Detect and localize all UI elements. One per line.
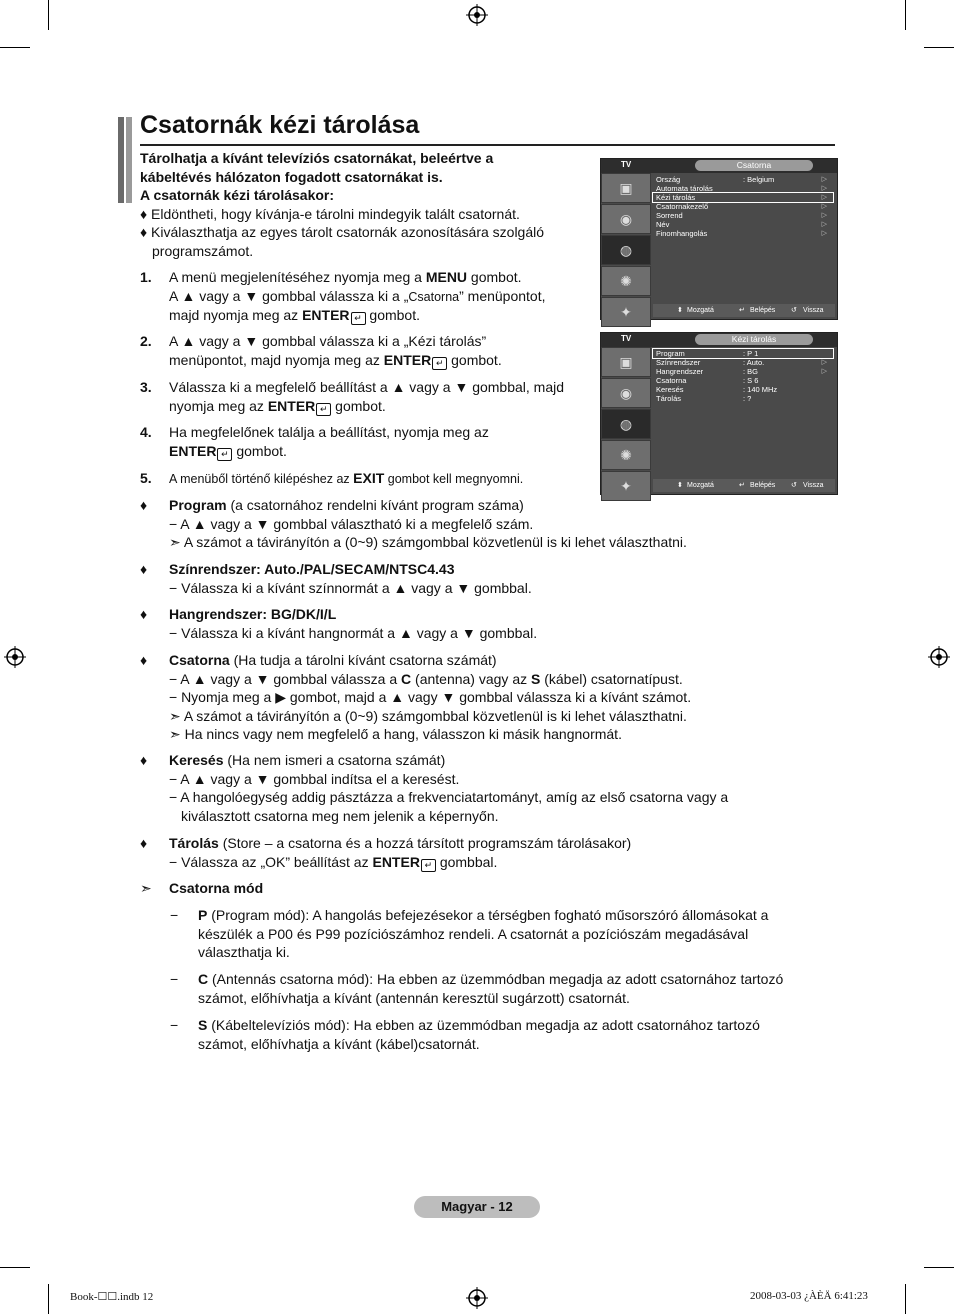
input-icon: ✦ [601, 471, 651, 501]
registration-mark-icon [4, 646, 26, 668]
text: S [531, 670, 541, 687]
osd-foot-move: Mozgatá [687, 482, 714, 489]
step-5 [169, 469, 523, 489]
text: − Nyomja meg a ▶ gombot, majd a ▲ vagy ▼ gombbal válassza ki a kívánt számot. [169, 689, 692, 705]
key-exit: EXIT [353, 470, 385, 486]
crop-mark [905, 1284, 906, 1314]
key-menu: MENU [425, 269, 468, 285]
return-icon: ↺ [791, 307, 797, 314]
enter-icon: ↵ [432, 357, 447, 370]
move-icon: ⬍ [677, 482, 683, 489]
bullet-icon: ♦ [140, 561, 148, 577]
crop-mark [924, 1267, 954, 1268]
osd-row [653, 175, 833, 184]
osd-foot-move: Mozgatá [687, 307, 714, 314]
sound-icon: ◉ [601, 204, 651, 234]
osd-row-label: Automata tárolás [656, 184, 713, 193]
osd-footer [653, 304, 835, 317]
step-number: 2. [140, 333, 152, 349]
intro-bullet: ♦ Kiválaszthatja az egyes tárolt csatornák azonosítására szolgáló [140, 224, 545, 240]
text: menüpontot, majd nyomja meg az [169, 351, 384, 368]
text: (Store – a csatorna és a hozzá társított programszám tárolásakor) [218, 835, 632, 851]
key-enter: ENTER [169, 442, 217, 459]
enter-icon: ↵ [739, 307, 745, 314]
text: S [198, 1017, 208, 1033]
step-2 [169, 332, 502, 370]
osd-row [653, 229, 833, 238]
text: ” menüpontot, [459, 287, 546, 304]
note: ➣ A számot a távirányítón a (0~9) számgombbal közvetlenül is ki lehet választhatni. [169, 534, 687, 550]
text: gombot. [447, 351, 502, 368]
text: − A ▲ vagy a ▼ gombbal indítsa el a keresést. [169, 770, 460, 787]
text: készülék a P00 és P99 pozíciószámhoz rendeli. A csatornát a pozíciószám megadásával [198, 925, 749, 942]
item-store [169, 834, 631, 872]
osd-tab: Kézi tárolás [695, 334, 813, 345]
osd-row-value: : Auto. [743, 358, 765, 367]
osd-tv-label: TV [621, 334, 632, 343]
text: (Program mód): A hangolás befejezésekor a térségben fogható műsorszóró állomásokat a [207, 907, 769, 923]
dash: − [170, 971, 179, 987]
footer-timestamp: 2008-03-03 ¿ÀÈÄ 6:41:23 [750, 1290, 868, 1302]
osd-row-value: : 140 MHz [743, 385, 778, 394]
osd-row [653, 367, 833, 376]
text: számot, előhívhatja a kívánt (antennán keresztül sugárzott) csatornát. [198, 989, 630, 1006]
arrow-right-icon: ▷ [821, 185, 827, 192]
arrow-right-icon: ▷ [821, 230, 827, 237]
intro [140, 149, 544, 260]
crop-mark [0, 47, 30, 48]
osd-row [653, 211, 833, 220]
osd-row-label: Kézi tárolás [656, 193, 696, 202]
enter-icon: ↵ [351, 312, 366, 325]
crop-mark [905, 0, 906, 30]
crop-mark [48, 1284, 49, 1314]
text: gombot. [467, 269, 522, 285]
osd-row-selected [653, 193, 833, 202]
dash: − [170, 907, 179, 923]
osd-row-label: Tárolás [656, 394, 682, 403]
crop-mark [924, 47, 954, 48]
item-label: Program [169, 497, 227, 513]
text: P [198, 907, 208, 923]
text: − A ▲ vagy a ▼ gombbal válassza a [169, 670, 402, 687]
text: (kábel) csatornatípust. [540, 670, 683, 687]
text: − Válassza ki a kívánt színnormát a ▲ vagy a ▼ gombbal. [169, 579, 532, 596]
arrow-right-icon: ▷ [821, 176, 827, 183]
osd-row-label: Csatorna [656, 376, 687, 385]
text: számot, előhívhatja a kívánt (kábel)csatornát. [198, 1035, 480, 1052]
text: − A ▲ vagy a ▼ gombbal választható ki a megfelelő szám. [169, 515, 534, 532]
key-enter: ENTER [267, 397, 316, 414]
osd-row-label: Ország [656, 175, 681, 184]
osd-sidebar [601, 347, 651, 502]
step-3 [169, 378, 564, 416]
item-search [169, 751, 728, 825]
arrow-right-icon: ▷ [821, 194, 827, 201]
item-label: Tárolás [169, 835, 219, 851]
intro-bullet-cont: programszámot. [152, 242, 254, 259]
registration-mark-icon [466, 4, 488, 26]
text: Csatorna [408, 289, 460, 304]
osd-header [601, 159, 837, 173]
osd-row [653, 358, 833, 367]
osd-foot-back: Vissza [803, 307, 824, 314]
text: C [198, 971, 209, 987]
item-label: Színrendszer: Auto./PAL/SECAM/NTSC4.43 [169, 561, 455, 577]
enter-icon: ↵ [217, 448, 232, 461]
key-enter: ENTER [383, 351, 432, 368]
bullet-icon: ♦ [140, 606, 148, 622]
tv-menu-channel [600, 158, 838, 320]
step-number: 1. [140, 269, 152, 285]
osd-row-value: : P 1 [743, 349, 759, 358]
setup-icon: ✺ [601, 266, 651, 296]
input-icon: ✦ [601, 297, 651, 327]
item-label: Keresés [169, 752, 224, 768]
text: (a csatornához rendelni kívánt program száma) [226, 497, 524, 513]
text: gombot kell megnyomni. [384, 472, 524, 486]
key-enter: ENTER [372, 853, 420, 870]
picture-icon: ▣ [601, 173, 651, 203]
osd-row [653, 220, 833, 229]
text: Ha megfelelőnek találja a beállítást, nyomja meg az [169, 424, 489, 440]
channel-icon: ◍ [601, 235, 651, 265]
enter-icon: ↵ [739, 482, 745, 489]
osd-row-label: Finomhangolás [656, 229, 708, 238]
osd-row-value: : BG [743, 367, 759, 376]
step-number: 3. [140, 379, 152, 395]
intro-line: Tárolhatja a kívánt televíziós csatornákat, beleértve a [140, 150, 494, 166]
sound-icon: ◉ [601, 378, 651, 408]
step-number: 4. [140, 424, 152, 440]
osd-row [653, 385, 833, 394]
title-accent-bar [126, 117, 132, 203]
text: gombot. [365, 307, 420, 323]
tv-menu-manual-store [600, 332, 838, 495]
osd-row-label: Hangrendszer [656, 367, 704, 376]
mode-s [198, 1016, 760, 1053]
text: gombot. [331, 397, 386, 414]
arrow-right-icon: ▷ [821, 212, 827, 219]
crop-mark [0, 1267, 30, 1268]
bullet-icon: ♦ [140, 835, 148, 851]
bullet-icon: ♦ [140, 752, 148, 768]
osd-row-label: Program [656, 349, 685, 358]
osd-row-value: : ? [743, 394, 752, 403]
mode-heading: Csatorna mód [169, 880, 264, 896]
text: (Kábeltelevíziós mód): Ha ebben az üzemmódban megadja az adott csatornához tartozó [207, 1017, 760, 1033]
osd-menu-list [653, 175, 833, 238]
text: A menü megjelenítéséhez nyomja meg a [169, 269, 426, 285]
text: C [401, 670, 412, 687]
text: gombot. [232, 442, 287, 459]
osd-row [653, 202, 833, 211]
osd-row-value: : S 6 [743, 376, 759, 385]
osd-footer [653, 479, 835, 492]
text: kiválasztott csatorna meg nem jelenik a képernyőn. [181, 807, 499, 824]
intro-line: kábeltévés hálózaton fogadott csatornákat is. [140, 168, 443, 185]
text: (Ha nem ismeri a csatorna számát) [223, 752, 446, 768]
text: (antenna) vagy az [411, 670, 531, 687]
mode-p [198, 906, 768, 962]
item-channel [169, 651, 691, 744]
osd-row-label: Színrendszer [656, 358, 701, 367]
text: majd nyomja meg az [169, 307, 303, 323]
enter-icon: ↵ [421, 859, 436, 872]
picture-icon: ▣ [601, 347, 651, 377]
setup-icon: ✺ [601, 440, 651, 470]
osd-row-label: Sorrend [656, 211, 683, 220]
key-enter: ENTER [302, 307, 350, 323]
note: ➣ Ha nincs vagy nem megfelelő a hang, válasszon ki másik hangnormát. [169, 726, 622, 742]
osd-row-label: Név [656, 220, 670, 229]
crop-mark [48, 0, 49, 30]
osd-foot-back: Vissza [803, 482, 824, 489]
dash: − [170, 1017, 179, 1033]
text: választhatja ki. [198, 944, 290, 960]
item-label: Csatorna [169, 652, 230, 668]
osd-foot-enter: Belépés [750, 307, 776, 314]
osd-row-label: Keresés [656, 385, 684, 394]
return-icon: ↺ [791, 482, 797, 489]
item-sound-system [169, 605, 537, 642]
osd-row [653, 184, 833, 193]
page-number-badge: Magyar - 12 [414, 1196, 540, 1218]
osd-tab: Csatorna [695, 160, 813, 171]
intro-bullet: ♦ Eldöntheti, hogy kívánja-e tárolni mindegyik talált csatornát. [140, 205, 520, 222]
osd-foot-enter: Belépés [750, 482, 776, 489]
bullet-icon: ♦ [140, 497, 148, 513]
step-1 [169, 268, 546, 325]
note-arrow-icon: ➣ [140, 880, 152, 896]
registration-mark-icon [466, 1287, 488, 1309]
arrow-right-icon: ▷ [821, 203, 827, 210]
text: A ▲ vagy a ▼ gombbal válassza ki a „ [169, 287, 409, 304]
osd-sidebar [601, 173, 651, 328]
intro-line: A csatornák kézi tárolásakor: [140, 187, 335, 203]
text: − Válassza ki a kívánt hangnormát a ▲ vagy a ▼ gombbal. [169, 624, 538, 641]
text: − A hangolóegység addig pásztázza a frekvenciatartományt, amíg az első csatorna vagy a [169, 789, 729, 805]
text: (Ha tudja a tárolni kívánt csatorna számát) [229, 652, 497, 668]
osd-header [601, 333, 837, 347]
step-4 [169, 423, 489, 461]
osd-row-selected [653, 349, 833, 358]
channel-icon: ◍ [601, 409, 651, 439]
title-rule [140, 144, 835, 146]
note: ➣ A számot a távirányítón a (0~9) számgombbal közvetlenül is ki lehet választhatni. [169, 707, 687, 724]
move-icon: ⬍ [677, 307, 683, 314]
arrow-right-icon: ▷ [821, 221, 827, 228]
text: nyomja meg az [169, 397, 268, 414]
mode-c [198, 970, 783, 1007]
item-color-system [169, 560, 532, 597]
osd-menu-list [653, 349, 833, 403]
osd-row [653, 376, 833, 385]
osd-row-value: : Belgium [743, 175, 775, 184]
arrow-right-icon: ▷ [821, 368, 827, 375]
osd-tv-label: TV [621, 160, 632, 169]
registration-mark-icon [928, 646, 950, 668]
osd-row [653, 394, 833, 403]
text: (Antennás csatorna mód): Ha ebben az üzemmódban megadja az adott csatornához tartozó [208, 971, 784, 987]
bullet-icon: ♦ [140, 652, 148, 668]
text: A menüből történő kilépéshez az [169, 472, 354, 486]
item-program [169, 496, 687, 552]
text: Válassza ki a megfelelő beállítást a ▲ vagy a ▼ gombbal, majd [169, 379, 565, 395]
item-label: Hangrendszer: BG/DK/I/L [169, 606, 337, 622]
enter-icon: ↵ [316, 403, 331, 416]
text: − Válassza az „OK” beállítást az [169, 853, 373, 870]
text: A ▲ vagy a ▼ gombbal válassza ki a „Kézi tárolás” [169, 333, 487, 349]
arrow-right-icon: ▷ [821, 359, 827, 366]
page-title: Csatornák kézi tárolása [140, 111, 420, 139]
footer-file: Book-☐☐.indb 12 [70, 1291, 154, 1303]
text: gombbal. [435, 853, 498, 870]
step-number: 5. [140, 470, 152, 486]
title-accent-bar [118, 117, 124, 203]
osd-row-label: Csatornakezelő [656, 202, 709, 211]
